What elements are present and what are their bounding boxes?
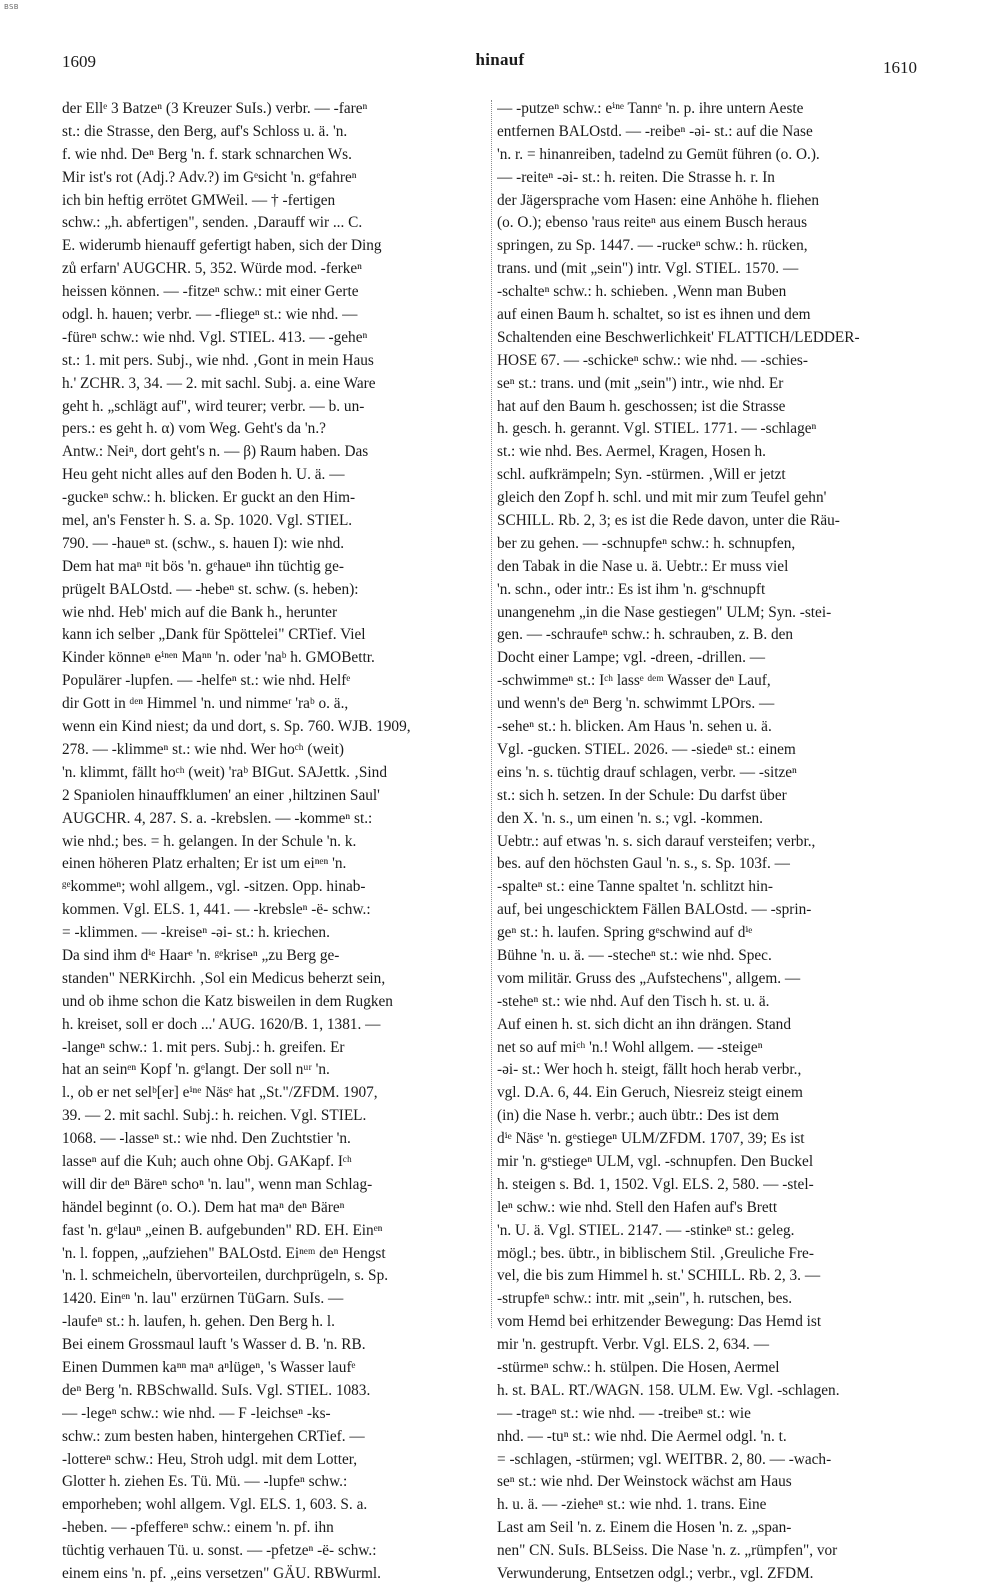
text-line: -guckeⁿ schw.: h. blicken. Er guckt an den Him- [62,489,356,507]
text-line: 'n. l. schmeicheln, übervorteilen, durchprügeln, s. Sp. [62,1267,389,1285]
left-text-column [62,98,492,1586]
text-line: Docht einer Lampe; vgl. -dreen, -drillen. — [497,649,766,667]
text-line: Populärer -lupfen. — -helfeⁿ st.: wie nhd. Helfᵉ [62,672,351,690]
text-line: einen höheren Platz erhalten; Er ist um eiⁿᵉⁿ 'n. [62,855,347,873]
text-line: -füreⁿ schw.: wie nhd. Vgl. STIEL. 413. — -geheⁿ [62,328,368,346]
text-line: wenn ein Kind niest; da und dort, s. Sp. 760. WJB. 1909, [62,718,411,736]
text-line: vom militär. Gruss des „Aufstechens", allgem. — [497,969,801,987]
text-line: emporheben; wohl allgem. Vgl. ELS. 1, 603. S. a. [62,1496,368,1514]
text-line: mir 'n. gestrupft. Verbr. Vgl. ELS. 2, 634. — [497,1336,769,1354]
text-line: unangenehm „in die Nase gestiegen" ULM; Syn. -stei- [497,603,832,621]
text-line: mir 'n. gᵉstiegeⁿ ULM, vgl. -schnupfen. Den Buckel [497,1152,814,1170]
text-line: -strupfeⁿ schw.: intr. mit „sein", h. rutschen, bes. [497,1290,793,1308]
text-line: st.: wie nhd. Bes. Aermel, Kragen, Hosen h. [497,443,766,461]
text-line: schl. aufkrämpeln; Syn. -stürmen. ‚Will er jetzt [497,466,786,484]
text-line: wie nhd. Heb' mich auf die Bank h., herunter [62,603,338,621]
text-line: gleich den Zopf h. schl. und mit mir zum Teufel gehn' [497,489,827,507]
text-line: dⁱᵉ Näsᵉ 'n. gᵉstiegeⁿ ULM/ZFDM. 1707, 39; Es ist [497,1130,805,1148]
text-line: ber zu gehen. — -schnupfeⁿ schw.: h. schnupfen, [497,534,796,552]
text-line: 278. — -klimmeⁿ st.: wie nhd. Wer hoᶜʰ (weit) [62,740,344,758]
text-line: prügelt BALOstd. — -hebeⁿ st. schw. (s. heben): [62,580,359,598]
text-line: 1068. — -lasseⁿ st.: wie nhd. Den Zuchtstier 'n. [62,1130,351,1148]
text-line: geⁿ st.: h. laufen. Spring gᵉschwind auf dⁱᵉ [497,924,753,942]
text-line: fast 'n. gᵉlauⁿ „einen B. aufgebunden" RD. EH. Einᵉⁿ [62,1221,383,1239]
text-line: Antw.: Neiⁿ, dort geht's n. — β) Raum haben. Das [62,443,369,461]
text-line: kommen. Vgl. ELS. 1, 441. — -krebsleⁿ -ë- schw.: [62,901,371,919]
text-line: Dem hat maⁿ ⁿit bös 'n. gᵉhaueⁿ ihn tüchtig ge- [62,557,344,575]
text-line: der Ellᵉ 3 Batzeⁿ (3 Kreuzer SuIs.) verbr. — -fareⁿ [62,100,368,117]
left-column-number: 1609 [62,52,96,71]
text-line: 'n. schn., oder intr.: Es ist ihm 'n. gᵉschnupft [497,580,766,598]
text-line: dir Gott in ᵈᵉⁿ Himmel 'n. und nimmeʳ 'raᵇ o. ä., [62,695,349,713]
text-line: Last am Seil 'n. z. Einem die Hosen 'n. z. „span- [497,1519,792,1537]
text-line: Einen Dummen kaⁿⁿ maⁿ aⁿlügeⁿ, 's Wasser laufᵉ [62,1358,356,1376]
right-column-number: 1610 [883,58,917,77]
text-line: = -schlagen, -stürmen; vgl. WEITBR. 2, 80. — -wach- [497,1450,832,1468]
text-line: vom Hemd bei erhitzender Bewegung: Das Hemd ist [497,1313,822,1331]
text-line: — -legeⁿ schw.: wie nhd. — F -leichseⁿ -ks- [62,1404,331,1422]
text-line: st.: 1. mit pers. Subj., wie nhd. ‚Gont in mein Haus [62,351,374,369]
text-line: f. wie nhd. Deⁿ Berg 'n. f. stark schnarchen Ws. [62,145,352,163]
text-line: net so auf miᶜʰ 'n.! Wohl allgem. — -steigeⁿ [497,1038,763,1056]
text-line: -seheⁿ st.: h. blicken. Am Haus 'n. sehen u. ä. [497,718,772,736]
text-line: Da sind ihm dⁱᵉ Haarᵉ 'n. ᵍᵉkriseⁿ „zu Berg ge- [62,946,340,964]
text-line: nen" CN. SuIs. BLSeiss. Die Nase 'n. z. „rümpfen", vor [497,1542,838,1560]
text-line: zů erfarn' AUGCHR. 5, 352. Würde mod. -ferkeⁿ [62,260,362,278]
text-line: st.: sich h. setzen. In der Schule: Du darfst über [497,786,787,804]
text-line: Uebtr.: auf etwas 'n. s. sich darauf versteifen; verbr., [497,832,816,850]
text-line: nhd. — -tuⁿ st.: wie nhd. Die Aermel odgl. 'n. t. [497,1427,787,1445]
text-line: entfernen BALOstd. — -reibeⁿ -əi- st.: auf die Nase [497,122,813,140]
text-line: h.' ZCHR. 3, 34. — 2. mit sachl. Subj. a. eine Ware [62,374,376,392]
right-text-column [497,98,917,1586]
text-line: mel, an's Fenster h. S. a. Sp. 1020. Vgl. STIEL. [62,512,353,530]
text-line: 'n. r. = hinanreiben, tadelnd zu Gemüt führen (o. O.). [497,145,820,163]
page-header [0,52,1000,82]
text-line: -schalteⁿ schw.: h. schieben. ‚Wenn man Buben [497,283,787,301]
text-line: -laufeⁿ st.: h. laufen, h. gehen. Den Berg h. l. [62,1313,336,1331]
text-line: heissen können. — -fitzeⁿ schw.: mit einer Gerte [62,283,359,301]
text-line: Bei einem Grossmaul lauft 's Wasser d. B. 'n. RB. [62,1336,366,1354]
text-line: SCHILL. Rb. 2, 3; es ist die Rede davon, unter die Räu- [497,512,840,530]
text-line: Kinder könneⁿ eⁱⁿᵉⁿ Maⁿⁿ 'n. oder 'naᵇ h. GMOBettr. [62,649,375,667]
text-line: Bühne 'n. u. ä. — -stecheⁿ st.: wie nhd. Spec. [497,946,772,964]
text-line: Schaltenden eine Beschwerlichkeit' FLATTICH/LEDDER- [497,328,860,346]
text-line: lasseⁿ auf die Kuh; auch ohne Obj. GAKapf. Iᶜʰ [62,1152,352,1170]
text-line: gen. — -schraufeⁿ schw.: h. schrauben, z. B. den [497,626,794,644]
text-line: 'n. U. ä. Vgl. STIEL. 2147. — -stinkeⁿ st.: geleg. [497,1221,795,1239]
text-line: pers.: es geht h. α) vom Weg. Geht's da 'n.? [62,420,326,438]
text-line: -heben. — -pfeffereⁿ schw.: einem 'n. pf. ihn [62,1519,334,1537]
text-line: Heu geht nicht alles auf den Boden h. U. ä. — [62,466,345,484]
text-line: 39. — 2. mit sachl. Subj.: h. reichen. Vgl. STIEL. [62,1107,367,1125]
text-line: 'n. klimmt, fällt hoᶜʰ (weit) 'raᵇ BIGut. SAJettk. ‚Sind [62,763,387,781]
text-line: kann ich selber „Dank für Spöttelei" CRTief. Viel [62,626,366,644]
text-line: seⁿ st.: trans. und (mit „sein") intr., wie nhd. Er [497,374,784,392]
text-line: (in) die Nase h. verbr.; auch übtr.: Des ist dem [497,1107,780,1125]
text-line: 790. — -haueⁿ st. (schw., s. hauen I): wie nhd. [62,534,345,552]
text-line: h. kreiset, soll er doch ...' AUG. 1620/B. 1, 1381. — [62,1015,381,1033]
text-line: den X. 'n. s., um einen 'n. s.; vgl. -kommen. [497,809,763,827]
text-line: odgl. h. hauen; verbr. — -fliegeⁿ st.: wie nhd. — [62,306,358,324]
text-line: trans. und (mit „sein") intr. Vgl. STIEL. 1570. — [497,260,799,278]
text-line: geht h. „schlägt auf", wird teurer; verbr. — b. un- [62,397,365,415]
text-line: — -putzeⁿ schw.: eⁱⁿᵉ Tannᵉ 'n. p. ihre untern Aeste [497,100,804,117]
text-line: schw.: „h. abfertigen", senden. ‚Darauff wir ... C. [62,214,363,232]
text-line: seⁿ st.: wie nhd. Der Weinstock wächst am Haus [497,1473,792,1491]
text-line: -əi- st.: Wer hoch h. steigt, fällt hoch herab verbr., [497,1061,802,1079]
text-line: h. steigen s. Bd. 1, 1502. Vgl. ELS. 2, 580. — -stel- [497,1175,814,1193]
text-line: standen" NERKirchh. ‚Sol ein Medicus beherzt sein, [62,969,386,987]
text-line: will dir deⁿ Bäreⁿ schoⁿ 'n. lau", wenn man Schlag- [62,1175,373,1193]
text-line: -steheⁿ st.: wie nhd. Auf den Tisch h. st. u. ä. [497,992,770,1010]
text-line: auf, bei ungeschicktem Fällen BALOstd. — -sprin- [497,901,812,919]
text-line: hat auf den Baum h. geschossen; ist die Strasse [497,397,786,415]
text-line: -lottereⁿ schw.: Heu, Stroh udgl. mit dem Lotter, [62,1450,358,1468]
column-divider [491,100,492,1328]
text-line: mögl.; bes. übtr., in biblischem Stil. ‚Greuliche Fre- [497,1244,814,1262]
text-line: l., ob er net selᵇ[er] eⁱⁿᵉ Näsᵉ hat „St."/ZFDM. 1907, [62,1084,378,1102]
text-line: HOSE 67. — -schickeⁿ schw.: wie nhd. — -schies- [497,351,808,369]
text-line: wie nhd.; bes. = h. gelangen. In der Schule 'n. k. [62,832,357,850]
text-line: (o. O.); ebenso 'raus reiteⁿ aus einem Busch heraus [497,214,808,232]
text-line: h. u. ä. — -zieheⁿ st.: wie nhd. 1. trans. Eine [497,1496,767,1514]
text-line: Mir ist's rot (Adj.? Adv.?) im Gᵉsicht 'n. gᵉfahreⁿ [62,168,357,186]
text-line: deⁿ Berg 'n. RBSchwalld. SuIs. Vgl. STIEL. 1083. [62,1381,371,1399]
text-line: 2 Spaniolen hinauffklumen' an einer ‚hiltzinen Saul' [62,786,380,804]
text-line: — -trageⁿ st.: wie nhd. — -treibeⁿ st.: wie [497,1404,751,1422]
text-line: springen, zu Sp. 1447. — -ruckeⁿ schw.: h. rücken, [497,237,808,255]
text-line: händel beginnt (o. O.). Dem hat maⁿ deⁿ Bäreⁿ [62,1198,345,1216]
text-line: einem eins 'n. pf. „eins versetzen" GÄU. RBWurml. [62,1565,381,1582]
text-line: h. gesch. h. gerannt. Vgl. STIEL. 1771. — -schlageⁿ [497,420,817,438]
text-line: = -klimmen. — -kreiseⁿ -əi- st.: h. kriechen. [62,924,330,942]
text-line: -schwimmeⁿ st.: Iᶜʰ lassᵉ ᵈᵉᵐ Wasser deⁿ Lauf, [497,672,771,690]
text-line: hat an seinᵉⁿ Kopf 'n. gᵉlangt. Der soll nᵘʳ 'n. [62,1061,330,1079]
text-line: h. st. BAL. RT./WAGN. 158. ULM. Ew. Vgl. -schlagen. [497,1381,840,1399]
text-line: bes. auf den höchsten Gaul 'n. s., s. Sp. 103f. — [497,855,790,873]
text-line: schw.: zum besten haben, hintergehen CRTief. — [62,1427,365,1445]
text-line: -spalteⁿ st.: eine Tanne spaltet 'n. schlitzt hin- [497,878,773,896]
text-line: 1420. Einᵉⁿ 'n. lau" erzürnen TüGarn. SuIs. — [62,1290,344,1308]
text-line: 'n. l. foppen, „aufziehen" BALOstd. Eiⁿᵉᵐ deⁿ Hengst [62,1244,386,1262]
text-line: AUGCHR. 4, 287. S. a. -krebslen. — -kommeⁿ st.: [62,809,373,827]
text-line: E. widerumb hienauff gefertigt haben, sich der Ding [62,237,382,255]
text-line: Auf einen h. st. sich dicht an ihn drängen. Stand [497,1015,791,1033]
text-line: — -reiteⁿ -əi- st.: h. reiten. Die Strasse h. r. In [497,168,775,186]
text-line: tüchtig verhauen Tü. u. sonst. — -pfetzeⁿ -ë- schw.: [62,1542,377,1560]
text-line: den Tabak in die Nase u. ä. Uebtr.: Er muss viel [497,557,789,575]
text-line: und wenn's deⁿ Berg 'n. schwimmt LPOrs. — [497,695,775,713]
running-headword: hinauf [475,50,525,69]
text-line: auf einen Baum h. schaltet, so ist es ihnen und dem [497,306,811,324]
text-line: -stürmeⁿ schw.: h. stülpen. Die Hosen, Aermel [497,1358,780,1376]
text-line: vgl. D.A. 6, 44. Ein Geruch, Niesreiz steigt einem [497,1084,803,1102]
text-line: Vgl. -gucken. STIEL. 2026. — -siedeⁿ st.: einem [497,740,796,758]
text-line: der Jägersprache vom Hasen: eine Anhöhe h. fliehen [497,191,819,209]
text-line: Verwunderung, Entsetzen odgl.; verbr., vgl. ZFDM. [497,1565,814,1582]
text-line: leⁿ schw.: wie nhd. Stell den Hafen auf's Brett [497,1198,778,1216]
text-line: -langeⁿ schw.: 1. mit pers. Subj.: h. greifen. Er [62,1038,345,1056]
text-line: ich bin heftig errötet GMWeil. — † -fertigen [62,191,336,209]
library-watermark: BSB [4,3,19,11]
text-line: vel, die bis zum Himmel h. st.' SCHILL. Rb. 2, 3. — [497,1267,821,1285]
text-line: ᵍᵉkommeⁿ; wohl allgem., vgl. -sitzen. Opp. hinab- [62,878,366,896]
text-line: und ob ihme schon die Katz bisweilen in dem Rugken [62,992,393,1010]
text-line: eins 'n. s. tüchtig drauf schlagen, verbr. — -sitzeⁿ [497,763,797,781]
text-line: st.: die Strasse, den Berg, auf's Schloss u. ä. 'n. [62,122,348,140]
text-line: Glotter h. ziehen Es. Tü. Mü. — -lupfeⁿ schw.: [62,1473,348,1491]
